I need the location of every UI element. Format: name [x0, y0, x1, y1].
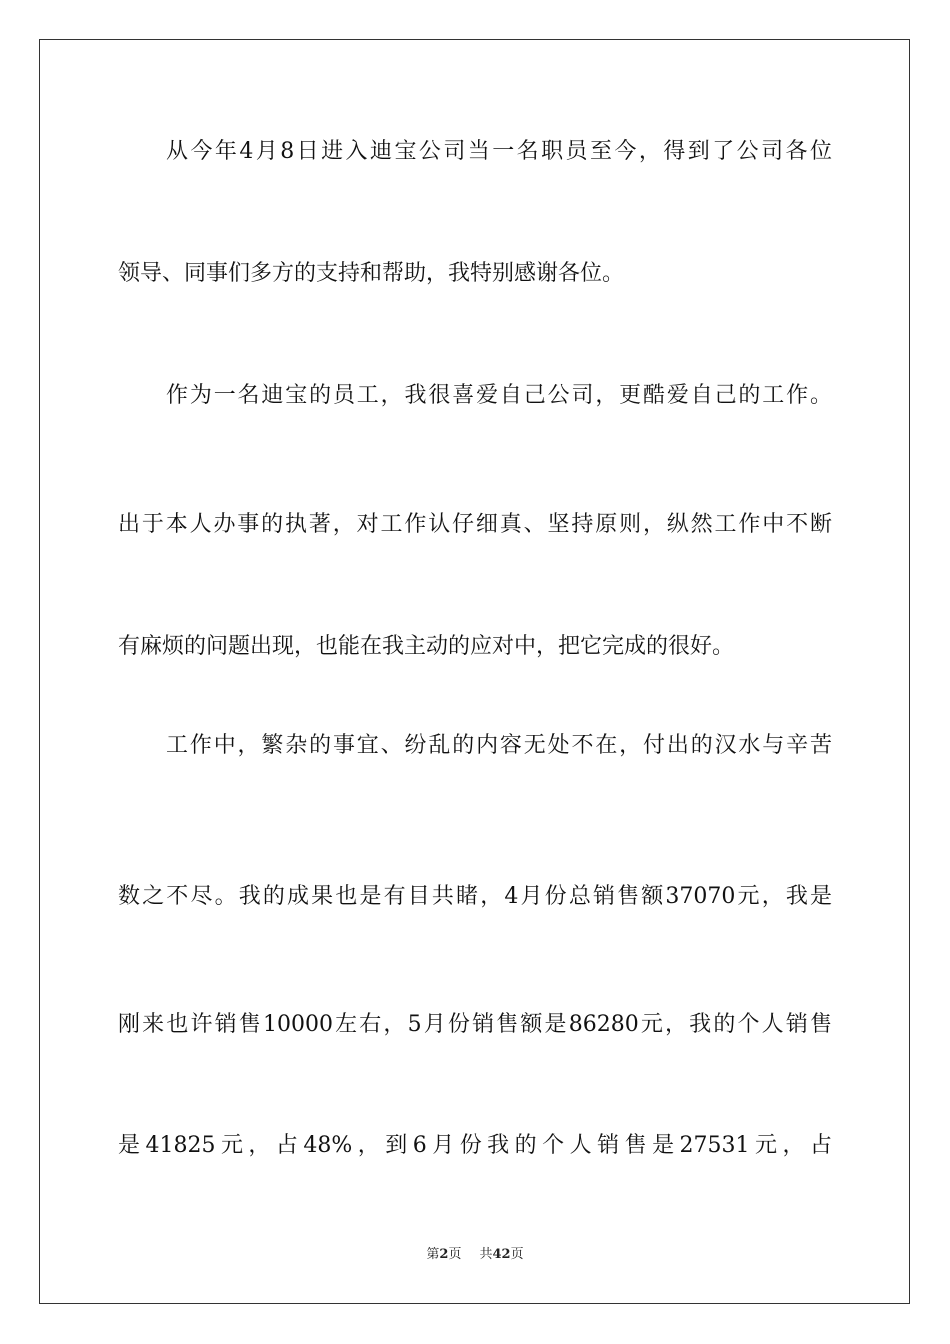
footer-total-suffix: 页: [510, 1247, 524, 1262]
footer-page-number: 2: [439, 1247, 449, 1262]
page-footer: [0, 1246, 950, 1264]
footer-page-prefix: 第: [426, 1247, 440, 1262]
footer-total-pages: 42: [492, 1247, 511, 1262]
page-border: [39, 39, 910, 1304]
text-line-3: 作为一名迪宝的员工，我很喜爱自己公司，更酷爱自己的工作。: [166, 383, 832, 408]
footer-page-suffix: 页: [448, 1247, 462, 1262]
footer-total-prefix: 共: [479, 1247, 493, 1262]
text-line-2: 领导、同事们多方的支持和帮助，我特别感谢各位。: [118, 261, 625, 286]
text-line-8: 刚来也许销售10000左右，5月份销售额是86280元，我的个人销售: [118, 1012, 832, 1037]
text-line-5: 有麻烦的问题出现，也能在我主动的应对中，把它完成的很好。: [118, 634, 735, 659]
text-line-9: 是41825元，占48%，到6月份我的个人销售是27531元，占: [118, 1133, 832, 1158]
text-line-7: 数之不尽。我的成果也是有目共睹，4月份总销售额37070元，我是: [118, 884, 832, 909]
text-line-4: 出于本人办事的执著，对工作认仔细真、坚持原则，纵然工作中不断: [118, 512, 832, 537]
text-line-1: 从今年4月8日进入迪宝公司当一名职员至今，得到了公司各位: [166, 139, 832, 164]
text-line-6: 工作中，繁杂的事宜、纷乱的内容无处不在，付出的汉水与辛苦: [166, 733, 832, 758]
